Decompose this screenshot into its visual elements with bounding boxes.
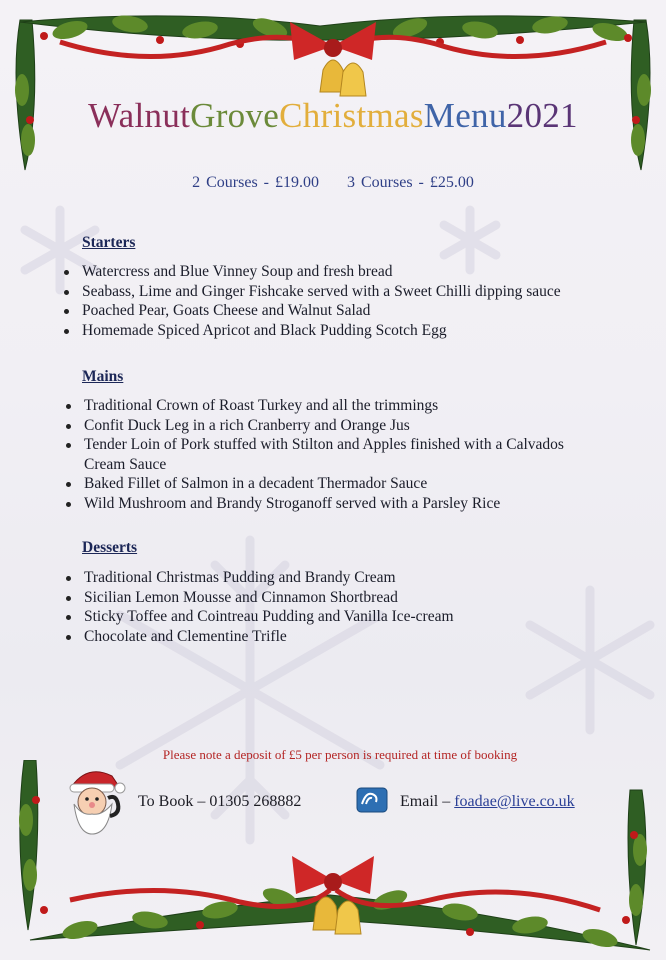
- desserts-list: [64, 568, 624, 646]
- list-item: Poached Pear, Goats Cheese and Walnut Salad: [62, 301, 642, 321]
- course-prices: [0, 174, 666, 192]
- list-item: Baked Fillet of Salmon in a decadent Thermador Sauce: [64, 474, 569, 494]
- list-item: Homemade Spiced Apricot and Black Pudding Scotch Egg: [62, 321, 642, 341]
- menu-title: [0, 96, 666, 136]
- title-part-4: Menu: [423, 96, 507, 135]
- title-part-3: Christmas: [279, 96, 424, 135]
- starters-list: [62, 262, 642, 340]
- title-part-1: Walnut: [88, 96, 191, 135]
- email-prefix: Email –: [400, 793, 455, 810]
- list-item: Chocolate and Clementine Trifle: [64, 627, 624, 647]
- list-item: Sticky Toffee and Cointreau Pudding and Vanilla Ice-cream: [64, 607, 624, 627]
- list-item: Confit Duck Leg in a rich Cranberry and Orange Jus: [64, 416, 569, 436]
- envelope-icon: [356, 786, 388, 814]
- santa-phone-icon: [58, 764, 130, 836]
- desserts-heading: Desserts: [82, 539, 138, 556]
- top-holly-garland: [0, 0, 666, 190]
- list-item: Tender Loin of Pork stuffed with Stilton and Apples finished with a Calvados Cream Sauce: [64, 435, 569, 474]
- starters-heading: Starters: [82, 234, 136, 251]
- email-link[interactable]: foadae@live.co.uk: [454, 793, 575, 810]
- deposit-note: Please note a deposit of £5 per person is required at time of booking: [162, 747, 518, 762]
- list-item: Seabass, Lime and Ginger Fishcake served with a Sweet Chilli dipping sauce: [62, 282, 642, 302]
- two-courses-price: 2 Courses - £19.00: [192, 174, 319, 191]
- three-courses-price: 3 Courses - £25.00: [347, 174, 474, 191]
- list-item: Traditional Crown of Roast Turkey and all the trimmings: [64, 396, 569, 416]
- list-item: Sicilian Lemon Mousse and Cinnamon Shortbread: [64, 588, 624, 608]
- mains-heading: Mains: [82, 368, 124, 385]
- phone-booking: To Book – 01305 268882: [138, 793, 302, 810]
- list-item: Traditional Christmas Pudding and Brandy Cream: [64, 568, 624, 588]
- title-part-2: Grove: [190, 96, 280, 135]
- mains-list: [64, 396, 569, 513]
- list-item: Wild Mushroom and Brandy Stroganoff served with a Parsley Rice: [64, 494, 569, 514]
- email-contact: [400, 793, 575, 811]
- list-item: Watercress and Blue Vinney Soup and fresh bread: [62, 262, 642, 282]
- title-part-5: 2021: [506, 96, 578, 135]
